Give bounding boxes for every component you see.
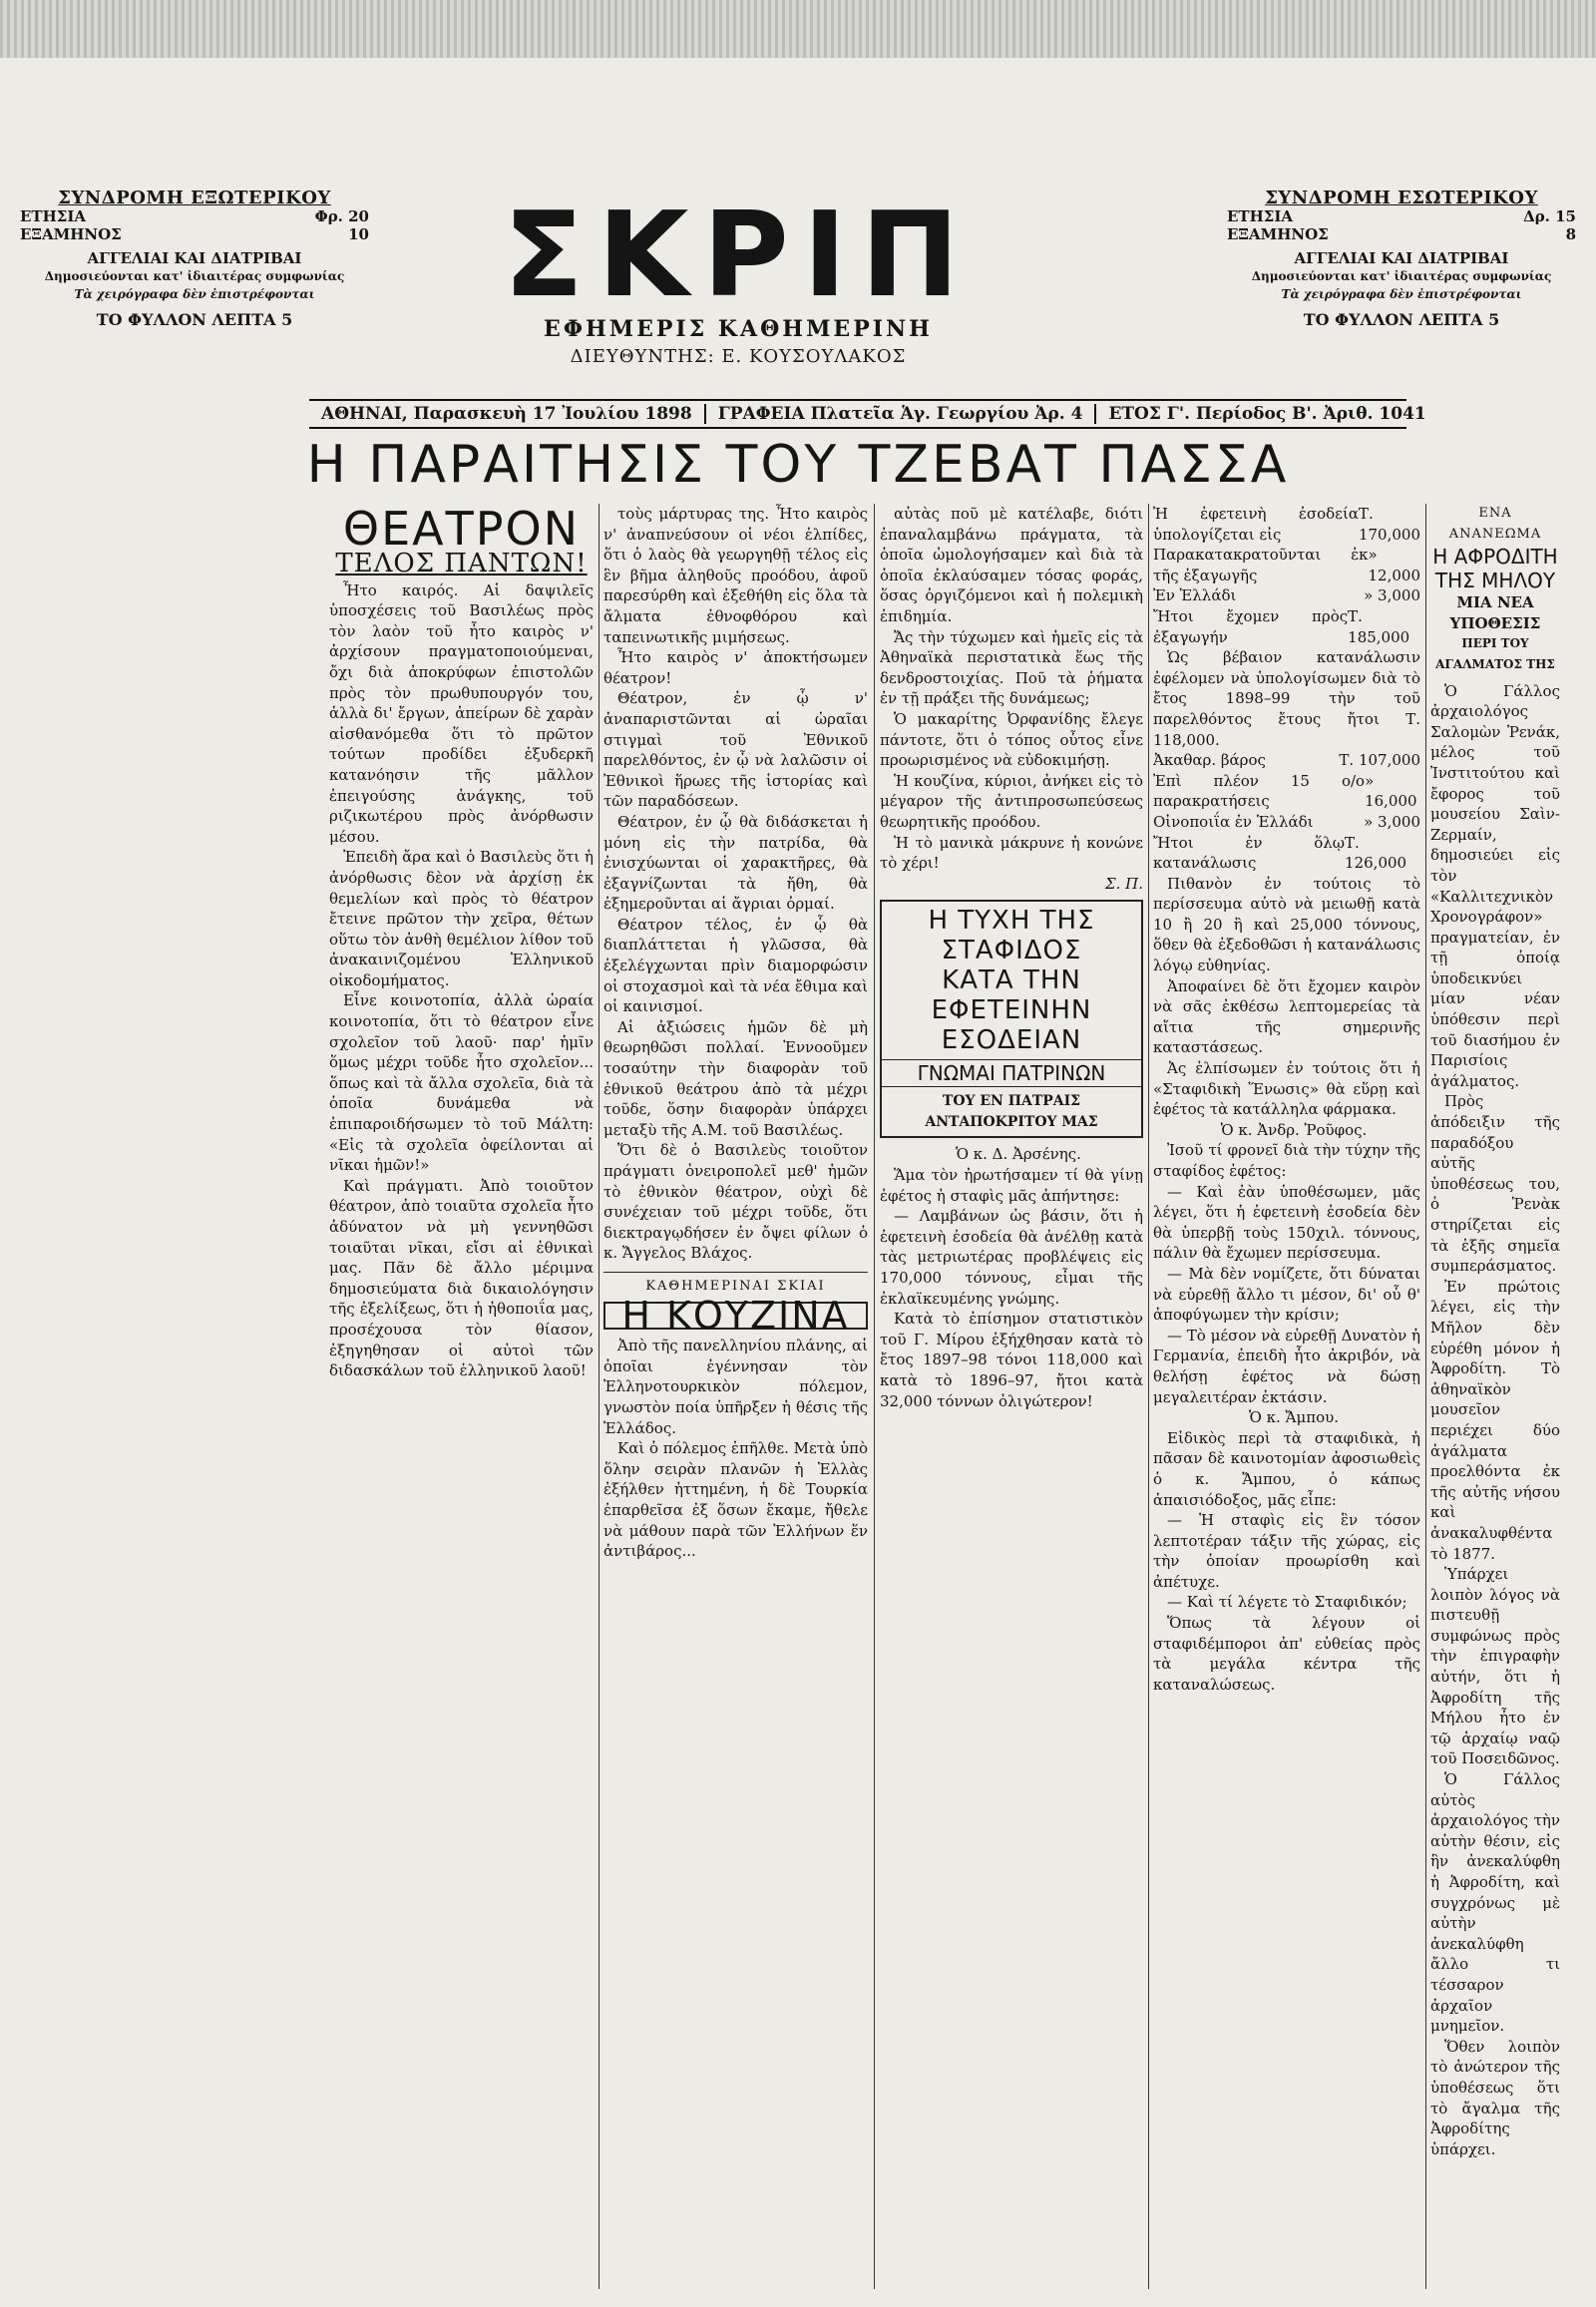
ledger-row: [1153, 585, 1420, 606]
article-signature: Σ. Π.: [1105, 874, 1143, 893]
ledger-value: Τ. 170,000: [1358, 505, 1420, 544]
column-three: [880, 504, 1143, 2299]
issue-number: ΕΤΟΣ Γ'. Περίοδος Β'. Ἀριθ. 1041: [1108, 404, 1426, 424]
column-two: [603, 504, 868, 2299]
annual-label: ΕΤΗΣΙΑ: [1227, 207, 1294, 225]
paragraph: Ὁ μακαρίτης Ὀρφανίδης ἔλεγε πάντοτε, ὅτι ὁ τόπος οὗτος εἶνε προωρισμένος νὰ εὐδοκιμήσῃ.: [880, 709, 1143, 770]
subscription-title: ΣΥΝΔΡΟΜΗ ΕΞΩΤΕΡΙΚΟΥ: [58, 188, 331, 208]
ledger-value: » 16,000: [1365, 771, 1417, 811]
ledger-label: Οἰνοποιΐα ἐν Ἑλλάδι: [1153, 812, 1314, 831]
paragraph: Θέατρον, ἐν ᾧ θὰ διδάσκεται ἡ μόνη εἰς τὴν πατρίδα, θὰ ἐνισχύωνται οἱ χαρακτῆρες, θὰ ἐξαγνίζωνται τὰ ἤθη, θὰ ἐξημεροῦνται αἱ ἄγριαι ὀρμαί.: [603, 812, 868, 914]
ledger-label: Παρακατακρατοῦνται ἐκ τῆς ἐξαγωγῆς: [1153, 546, 1369, 584]
ledger-value: Τ. 185,000: [1348, 606, 1410, 646]
interviewee-name: Ὁ κ. Ἀνδρ. Ῥοῦφος.: [1220, 1120, 1368, 1139]
issue-price: ΤΟ ΦΥΛΛΟΝ ΛΕΠΤΑ 5: [96, 310, 293, 329]
issue-date: ΑΘΗΝΑΙ, Παρασκευὴ 17 Ἰουλίου 1898: [309, 404, 706, 424]
article-subtitle: ΜΙΑ ΝΕΑ ΥΠΟΘΕΣΙΣ: [1449, 593, 1541, 632]
annual-value: Δρ. 15: [1523, 207, 1576, 225]
paragraph: Ὑπάρχει λοιπὸν λόγος νὰ πιστευθῇ συμφώνως πρὸς τὴν ἐπιγραφὴν αὐτήν, ὅτι ἡ Ἀφροδίτη τῆς Μήλου ἦτο ἐν τῷ ἀρχαίῳ ναῷ τοῦ Ποσειδῶνος.: [1430, 1565, 1560, 1768]
box-subtitle: ΓΝΩΜΑΙ ΠΑΤΡΙΝΩΝ: [882, 1059, 1141, 1087]
paragraph: Ἡ τὸ μανικὰ μάκρυνε ἡ κονώνε τὸ χέρι!: [880, 833, 1143, 873]
ledger-label: Ἡ ἐφετεινὴ ἐσοδεία ὑπολογίζεται εἰς: [1153, 505, 1359, 544]
annual-row: [1227, 207, 1576, 225]
paragraph: — Ἡ σταφὶς εἰς ἓν τόσον λεπτοτέραν τάξιν τῆς χώρας, εἰς τὴν ὁποίαν προωρίσθη καὶ ἀπέτυχε.: [1153, 1511, 1420, 1591]
ledger-row: [1153, 606, 1420, 647]
ledger-row: [1153, 771, 1420, 812]
column-rule: [598, 504, 599, 2289]
paragraph: Καὶ πράγματι. Ἀπὸ τοιοῦτον θέατρον, ἀπὸ τοιαῦτα σχολεῖα ἦτο ἀδύνατον νὰ μὴ γεννηθῶσι τοιαῦται νῖκαι, εἴσι αἱ ἐθνικαὶ μας. Πᾶν δὲ ἄλλο μέριμνα δημοσιεύματα διὰ δικαιολόγησιν τῆς ἐξελίξεως, ὅτι ἡ ἠθοποιΐα μας, προσέχουσα τὸν θίασον, ἐξηγηθησαν οἱ αὐτοὶ τῶν διδασκάλων τοῦ ἑλληνικοῦ λαοῦ!: [329, 1176, 594, 1380]
ledger-value: » 12,000: [1368, 546, 1420, 584]
ledger-label: Ἐν Ἑλλάδι: [1153, 586, 1237, 605]
paragraph: — Καὶ τί λέγετε τὸ Σταφιδικόν;: [1167, 1593, 1407, 1612]
ledger-row: [1153, 545, 1420, 585]
annual-label: ΕΤΗΣΙΑ: [20, 207, 87, 225]
ledger-value: » 3,000: [1364, 586, 1420, 605]
theatre-heading: ΘΕΑΤΡΟΝ: [342, 504, 581, 556]
ledger-row: [1153, 812, 1420, 833]
column-rule: [1148, 504, 1149, 2289]
article-title: Η ΑΦΡΟΔΙΤΗ ΤΗΣ ΜΗΛΟΥ: [1432, 545, 1558, 593]
paragraph: — Μὰ δὲν νομίζετε, ὅτι δύναται νὰ εὑρεθῇ ἄλλο τι μέσον, δι' οὗ θ' ἀποφύγωμεν τὴν κρίσιν;: [1153, 1264, 1420, 1325]
ledger-row: [1153, 504, 1420, 545]
paragraph: Εἰδικὸς περὶ τὰ σταφιδικὰ, ἡ πᾶσαν δὲ καινοτομίαν ἀφοσιωθεὶς ὁ κ. Ἄμπου, ὁ κάπως ἀπαισιόδοξος, μᾶς εἶπε:: [1153, 1428, 1420, 1509]
raisin-article-header: [880, 900, 1143, 1138]
ads-title: ΑΓΓΕΛΙΑΙ ΚΑΙ ΔΙΑΤΡΙΒΑΙ: [87, 249, 302, 267]
paragraph: Ὅθεν λοιπὸν τὸ ἀνώτερον τῆς ὑποθέσεως ὅτι τὸ ἄγαλμα τῆς Ἀφροδίτης ὑπάρχει.: [1430, 2037, 1560, 2158]
director-line: ΔΙΕΥΘΥΝΤΗΣ: Ε. ΚΟΥΣΟΥΛΑΚΟΣ: [570, 346, 907, 367]
paragraph: Ἰσοῦ τί φρονεῖ διὰ τὴν τύχην τῆς σταφίδος ἐφέτος:: [1153, 1141, 1420, 1180]
paragraph: Ὁ Γάλλος αὐτὸς ἀρχαιολόγος τὴν αὐτὴν θέσιν, εἰς ἣν ἀνεκαλύφθη ἡ Ἀφροδίτη, καὶ συγχρόνως μὲ αὐτὴν ἀνεκαλύφθη ἄλλο τι τέσσαρον ἀρχαῖον μνημεῖον.: [1430, 1770, 1560, 2036]
paragraph: Ὡς βέβαιον κατανάλωσιν ἐφέλομεν νὰ ὑπολογίσωμεν διὰ τὸ ἔτος 1898–99 τὴν τοῦ παρελθόντος ἔτους ἤτοι Τ. 118,000.: [1153, 648, 1420, 749]
paragraph: Ὅτι δὲ ὁ Βασιλεὺς τοιοῦτον πράγματι ὀνειροπολεῖ μεθ' ἡμῶν τὸ ἐθνικὸν θέατρον, οὐχὶ δὲ συνέχειαν τοῦ μέχρι τοῦδε, ὅτι διεκτραγῳδήσεν ἐν ὄψει φίλων ὁ κ. Ἄγγελος Βλάχος.: [603, 1141, 868, 1263]
box-byline: ΤΟΥ ΕΝ ΠΑΤΡΑΙΣ ΑΝΤΑΠΟΚΡΙΤΟΥ ΜΑΣ: [925, 1093, 1098, 1130]
column-aphrodite: [1430, 504, 1560, 2299]
annual-row: [20, 207, 369, 225]
ledger-label: Ἀκαθαρ. βάρος: [1153, 751, 1266, 770]
interviewee-name: Ὁ κ. Δ. Ἀρσένης.: [956, 1145, 1081, 1164]
paragraph: Ἅμα τὸν ἠρωτήσαμεν τί θὰ γίνῃ ἐφέτος ἡ σταφὶς μᾶς ἀπήντησε:: [880, 1166, 1143, 1205]
paragraph: Ὁ Γάλλος ἀρχαιολόγος Σαλομὼν Ῥενάκ, μέλος τοῦ Ἰνστιτούτου καὶ ἔφορος τοῦ μουσείου Σαὶν-Ζερμαίν, δημοσιεύει εἰς τὸν «Καλλιτεχνικὸν Χρονογράφον» πραγματείαν, ἐν τῇ ὁποίᾳ ὑποδεικνύει μίαν νέαν ὑπόθεσιν περὶ τοῦ διασήμου ἐν Παρισίοις ἀγάλματος.: [1430, 681, 1560, 1090]
paragraph: Ἐν πρώτοις λέγει, εἰς τὴν Μῆλον δὲν εὑρέθη μόνον ἡ Ἀφροδίτη. Τὸ ἀθηναϊκὸν μουσεῖον περιέχει δύο ἀγάλματα προελθόντα ἐκ τῆς αὐτῆς νήσου καὶ ἀνακαλυφθέντα τὸ 1877.: [1430, 1277, 1560, 1563]
annual-value: Φρ. 20: [314, 207, 369, 225]
paragraph: Ἀποφαίνει δὲ ὅτι ἔχομεν καιρὸν νὰ σᾶς ἐκθέσω λεπτομερείας τὰ αἴτια τῆς σημερινῆς καταστάσεως.: [1153, 976, 1420, 1057]
paragraph: Κατὰ τὸ ἐπίσημον στατιστικὸν τοῦ Γ. Μίρου ἐξήχθησαν κατὰ τὸ ἔτος 1897–98 τόνοι 118,000 καὶ κατὰ τὸ 1896–97, ἤτοι κατὰ 32,000 τόννων ὀλιγώτερον!: [880, 1310, 1143, 1410]
paragraph: Ἄς τὴν τύχωμεν καὶ ἡμεῖς εἰς τὰ Ἀθηναϊκὰ περιστατικὰ ἕως τῆς δενδροστοιχίας. Ποῦ τὰ ῥήματα ἐν τῇ πράξει τῆς δυνάμεως;: [880, 627, 1143, 708]
article-subtitle-2: ΠΕΡΙ ΤΟΥ ΑΓΑΛΜΑΤΟΣ ΤΗΣ: [1435, 636, 1555, 671]
ledger-value: Τ. 126,000: [1345, 833, 1407, 873]
paragraph: Ἀς ἐλπίσωμεν ἐν τούτοις ὅτι ἡ «Σταφιδικὴ Ἕνωσις» θὰ εὕρῃ καὶ ἐφέτος τὰ κατάλληλα φάρμακα.: [1153, 1059, 1420, 1119]
semi-row: [20, 225, 369, 243]
paragraph: Πιθανὸν ἐν τούτοις τὸ περίσσευμα αὐτὸ νὰ μειωθῇ κατὰ 10 ἢ 20 ἢ καὶ 25,000 τόννους, ὅθεν θὰ ἐξεδοθῶσι ἡ κατανάλωσις λόγῳ εὐθηνίας.: [1153, 874, 1420, 975]
paragraph: Αἱ ἀξιώσεις ἡμῶν δὲ μὴ θεωρηθῶσι πολλαί. Ἐννοοῦμεν τοσαύτην τὴν διαφορὰν τοῦ ἐθνικοῦ θεάτρου ἀπὸ τὰ μέχρι τοῦδε, ὅσην διαφορὰν ὑπάρχει μεταξὺ τῆς Α.Μ. τοῦ Βασιλέως.: [603, 1017, 868, 1139]
subscription-title: ΣΥΝΔΡΟΜΗ ΕΣΩΤΕΡΙΚΟΥ: [1265, 188, 1538, 208]
paragraph: Ἀπὸ τῆς πανελληνίου πλάνης, αἱ ὁποῖαι ἐγέννησαν τὸν Ἑλληνοτουρκικὸν πόλεμον, γνωστὸν ποία ὑπῆρξεν ἡ θέσις τῆς Ἑλλάδος.: [603, 1337, 868, 1437]
column-rule: [874, 504, 875, 2289]
ledger-label: Ἤτοι ἐν ὅλῳ κατανάλωσις: [1153, 833, 1346, 873]
paragraph: Θέατρον τέλος, ἐν ᾧ θὰ διαπλάττεται ἡ γλῶσσα, θὰ ἐξελέγχωνται πρὶν διαμορφώσιν οἱ στοχασμοὶ καὶ τὰ νέα ἔθιμα καὶ οἱ καινισμοί.: [603, 915, 868, 1016]
box-title: Η ΤΥΧΗ ΤΗΣ ΣΤΑΦΙΔΟΣ: [928, 906, 1095, 966]
paragraph: — Καὶ ἐὰν ὑποθέσωμεν, μᾶς λέγει, ὅτι ἡ ἐφετεινὴ ἐσοδεία δὲν θὰ ὑπερβῇ τοὺς 150χιλ. τόννους, πάλιν θὰ ἔχωμεν περίσσευμα.: [1153, 1182, 1420, 1263]
domestic-subscription-box: [1227, 190, 1576, 329]
box-title: ΚΑΤΑ ΤΗΝ ΕΦΕΤΕΙΝΗΝ ΕΣΟΔΕΙΑΝ: [931, 965, 1092, 1056]
theatre-subheading: ΤΕΛΟΣ ΠΑΝΤΩΝ!: [335, 549, 588, 578]
newspaper-name: ΣΚΡΙΠ: [503, 186, 974, 323]
ledger-row: [1153, 833, 1420, 874]
paragraph: Ὅπως τὰ λέγουν οἱ σταφιδέμποροι ἀπ' εὐθείας πρὸς τὰ μεγάλα κέντρα τῆς καταναλώσεως.: [1153, 1614, 1420, 1694]
interviewee-name: Ὁ κ. Ἄμπου.: [1248, 1408, 1340, 1427]
paragraph: Ἦτο καιρὸς ν' ἀποκτήσωμεν θέατρον!: [603, 648, 868, 687]
paragraph: — Λαμβάνων ὡς βάσιν, ὅτι ἡ ἐφετεινὴ ἐσοδεία θὰ ἀνέλθῃ κατὰ τὰς μετριωτέρας προβλέψεις εἰς 170,000 τόννους, εἶμαι τῆς ἐκλαϊκευμένης γνώμης.: [880, 1207, 1143, 1308]
paragraph: τοὺς μάρτυρας της. Ἦτο καιρὸς ν' ἀναπνεύσουν οἱ νέοι ἐλπίδες, ὅτι ὁ λαὸς θὰ γεωργηθῇ τέλος εἰς ἓν βῆμα ἀληθοῦς προόδου, ἀφοῦ παρεσύρθη καὶ ἐξεθήθη εἰς ὅλα τὰ ἄλματα ἐθνοφθόρου καὶ ταπεινωτικῆς μιμήσεως.: [603, 505, 868, 646]
semi-row: [1227, 225, 1576, 243]
office-address: ΓΡΑΦΕΙΑ Πλατεῖα Ἁγ. Γεωργίου Ἀρ. 4: [706, 404, 1097, 424]
ads-title: ΑΓΓΕΛΙΑΙ ΚΑΙ ΔΙΑΤΡΙΒΑΙ: [1294, 249, 1509, 267]
scan-edge: [0, 0, 1596, 58]
paragraph: Εἶνε κοινοτοπία, ἀλλὰ ὡραία κοινοτοπία, ὅτι τὸ θέατρον εἶνε σχολεῖον τοῦ λαοῦ· παρ' ἡμῖν ὅμως μέχρι τοῦδε ἦτο σχολεῖον... ὅπως καὶ τὰ ἄλλα σχολεῖα, διὰ τὰ ὁποῖα δυνάμεθα νὰ ἐπιπαροιδήσωμεν τὸ τοῦ Μάλτη: «Εἰς τὰ σχολεῖα ὀφείλονται αἱ νῖκαι ἡμῶν!»: [329, 991, 594, 1175]
kitchen-heading: Η ΚΟΥΖΙΝΑ: [603, 1302, 868, 1331]
semi-value: 10: [348, 225, 369, 243]
paragraph: Θέατρον, ἐν ᾧ ν' ἀναπαριστῶνται αἱ ὡραῖαι στιγμαὶ τοῦ Ἐθνικοῦ παρελθόντος, ἐν ᾧ νὰ λαλῶσιν οἱ Ἐθνικοὶ ἥρωες τῆς ἱστορίας καὶ τῶν παραδόσεων.: [603, 689, 868, 811]
issue-price: ΤΟ ΦΥΛΛΟΝ ΛΕΠΤΑ 5: [1303, 310, 1500, 329]
ledger-label: Ἤτοι ἔχομεν πρὸς ἐξαγωγήν: [1153, 606, 1349, 646]
paragraph: — Τὸ μέσον νὰ εὑρεθῇ Δυνατὸν ἡ Γερμανία, ἐπειδὴ ἦτο ἀκριβόν, νὰ θελήσῃ ἐφέτος νὰ δώσῃ μεγαλειτέραν ἐκτάσιν.: [1153, 1326, 1420, 1406]
ledger-row: [1153, 750, 1420, 771]
column-four: [1153, 504, 1420, 2299]
ads-line: Δημοσιεύονται κατ' ἰδιαιτέρας συμφωνίας: [1251, 269, 1552, 283]
raisin-ledger: [1153, 750, 1420, 874]
semi-label: ΕΞΑΜΗΝΟΣ: [1227, 225, 1329, 243]
paragraph: Καὶ ὁ πόλεμος ἐπῆλθε. Μετὰ ὑπὸ ὅλην σειρὰν πλανῶν ἡ Ἑλλὰς ἐξήλθεν ἡττημένη, ἡ δὲ Τουρκία ἐπαρθεῖσα ἐξ ὅσων ἔκαμε, ἤθελε νὰ μάθουν παρὰ τῶν Ἑλλήνων ἕν ἀντιβάρος...: [603, 1439, 868, 1561]
paragraph: Ἡ κουζίνα, κύριοι, ἀνήκει εἰς τὸ μέγαρον τῆς ἀντιπροσωπεύσεως θεωρητικῆς προόδου.: [880, 771, 1143, 831]
ads-line: Δημοσιεύονται κατ' ἰδιαιτέρας συμφωνίας: [44, 269, 345, 283]
paragraph: Πρὸς ἀπόδειξιν τῆς παραδόξου αὐτῆς ὑποθέσεως του, ὁ Ῥενὰκ στηρίζεται εἰς τὰ ἑξῆς σημεῖα συμπεράσματος.: [1430, 1092, 1560, 1276]
ads-note: Τὰ χειρόγραφα δὲν ἐπιστρέφονται: [1281, 287, 1522, 301]
column-rule: [1425, 504, 1426, 2289]
ads-note: Τὰ χειρόγραφα δὲν ἐπιστρέφονται: [74, 287, 315, 301]
semi-value: 8: [1565, 225, 1576, 243]
tagline: ΕΦΗΜΕΡΙΣ ΚΑΘΗΜΕΡΙΝΗ: [544, 316, 933, 342]
column-theatre: [329, 504, 594, 2299]
paragraph: αὐτὰς ποῦ μὲ κατέλαβε, διότι ἐπαναλαμβάνω πράγματα, τὰ ὁποῖα ὡμολογήσαμεν καὶ διὰ τὰ ὁποῖα ἐκλαύσαμεν τόσας φοράς, ὅσας ὀργιζόμενοι καὶ ἡ πολεμικὴ ἐπιδημία.: [880, 505, 1143, 625]
ledger-value: Τ. 107,000: [1339, 751, 1420, 770]
ledger-label: Ἐπὶ πλέον 15 ο/ο παρακρατήσεις: [1153, 771, 1366, 811]
issue-info-bar: [309, 399, 1426, 429]
article-kicker: ΕΝΑ ΑΝΑΝΕΩΜΑ: [1448, 506, 1542, 542]
ledger-value: » 3,000: [1364, 812, 1420, 831]
raisin-ledger: [1153, 504, 1420, 647]
paragraph: Ἐπειδὴ ἄρα καὶ ὁ Βασιλεὺς ὅτι ἡ ἀνόρθωσις δὲον νὰ ἀρχίσῃ ἐκ θεμελίων καὶ πρὸς τὸ θέατρον ἔτεινε πρῶτον τὴν χεῖρα, θέτων οὕτω τὸν ἀνθὴ θεμέλιον λίθον τοῦ ἀνακαινιζομένου Ἑλληνικοῦ οἰκοδομήματος.: [329, 848, 594, 989]
semi-label: ΕΞΑΜΗΝΟΣ: [20, 225, 122, 243]
main-headline: Η ΠΑΡΑΙΤΗΣΙΣ ΤΟΥ ΤΖΕΒΑΤ ΠΑΣΣΑ: [306, 435, 1290, 495]
section-title: ΚΑΘΗΜΕΡΙΝΑΙ ΣΚΙΑΙ: [603, 1272, 868, 1298]
masthead: [429, 186, 1047, 367]
foreign-subscription-box: [20, 190, 369, 329]
paragraph: Ἦτο καιρός. Αἱ δαψιλεῖς ὑποσχέσεις τοῦ Βασιλέως πρὸς τὸν λαὸν τοῦ ἦτο καιρὸς ν' ἀρχίσουν πραγματοποιούμεναι, ὄχι διὰ ἀποκρύφων ἐπιστολῶν πρὸς τὸν πρωθυπουργόν του, ἀλλὰ δι' ἔργων, ἀπείρων δὲ χαρὰν αἰσθανόμεθα ὅτι τὸ πρῶτον τούτων προδίδει ἐξυδερκῆ κατανόησιν τῆς μᾶλλον ἐπειγούσης ἀνάγκης, τοῦ ριζικωτέρου πρὸς ἀνόρθωσιν μέσου.: [329, 580, 594, 846]
